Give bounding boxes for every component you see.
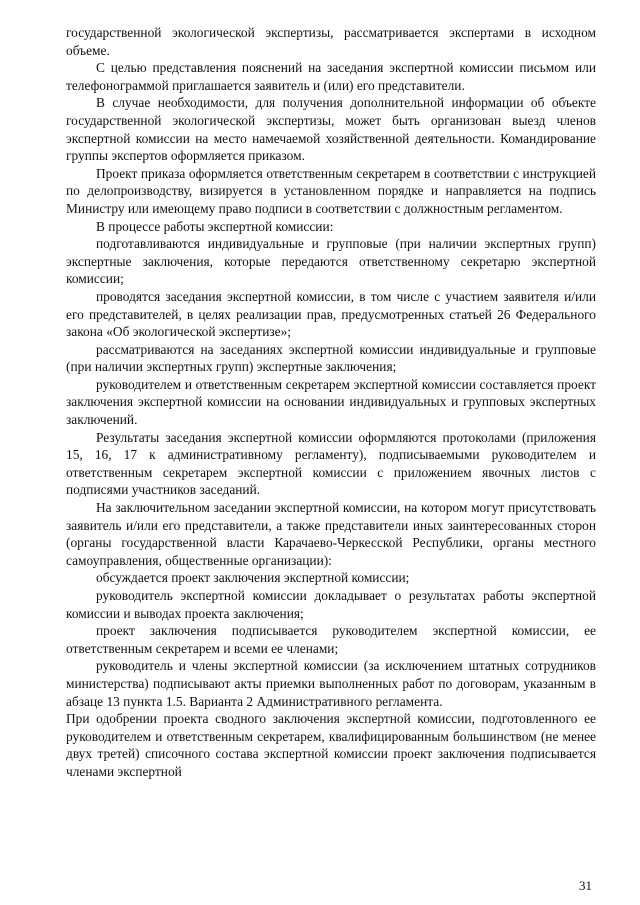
paragraph-8: рассматриваются на заседаниях экспертной комиссии индивидуальные и групповые (при наличии экспертных групп) экспертные заключения; [66,341,596,375]
document-page [66,24,596,781]
paragraph-13: руководитель экспертной комиссии докладывает о результатах работы экспертной комиссии и выводах проекта заключения; [66,588,596,621]
paragraph-9: руководителем и ответственным секретарем экспертной комиссии составляется проект заключения экспертной комиссии на основании индивидуальных и групповых экспертных заключений. [66,376,596,428]
paragraph-14: проект заключения подписывается руководителем экспертной комиссии, ее ответственным секретарем и всеми ее членами; [66,623,596,656]
paragraph-5: В процессе работы экспертной комиссии: [96,218,334,234]
paragraph-2: С целью представления пояснений на заседания экспертной комиссии письмом или телефонограммой приглашается заявитель и (или) его представители. [66,60,596,93]
paragraph-6: подготавливаются индивидуальные и групповые (при наличии экспертных групп) экспертные заключения, которые передаются ответственному секретарю экспертной комиссии; [66,236,596,287]
paragraph-11: На заключительном заседании экспертной комиссии, на котором могут присутствовать заявитель и/или его представители, а также представители иных заинтересованных сторон (органы государственной власти Карачаево-Черкесской Республики, органы местного самоуправления, общественные организации): [66,500,596,568]
paragraph-7: проводятся заседания экспертной комиссии, в том числе с участием заявителя и/или его представителей, в целях реализации прав, предусмотренных статьей 26 Федерального закона «Об экологической экспертизе»; [66,288,596,340]
paragraph-1: государственной экологической экспертизы, рассматривается экспертами в исходном объеме. [66,25,596,58]
paragraph-16: При одобрении проекта сводного заключения экспертной комиссии, подготовленного ее руководителем и ответственным секретарем, квалифицированным большинством (не менее двух третей) списочного состава экспертной комиссии проект заключения подписывается членами экспертной [66,711,596,779]
paragraph-15: руководитель и члены экспертной комиссии (за исключением штатных сотрудников министерства) подписывают акты приемки выполненных работ по договорам, указанным в абзаце 13 пункта 1.5. Варианта 2 Административного регламента. [66,658,596,709]
page-number: 31 [579,878,592,893]
paragraph-4: Проект приказа оформляется ответственным секретарем в соответствии с инструкцией по делопроизводству, визируется в установленном порядке и направляется на подпись Министру или имеющему право подписи в соответствии с должностным регламентом. [66,165,596,216]
paragraph-10: Результаты заседания экспертной комиссии оформляются протоколами (приложения 15, 16, 17 к административному регламенту), подписываемыми руководителем и ответственным секретарем экспертной комиссии с приложением явочных листов с подписями участников заседаний. [66,429,596,498]
paragraph-3: В случае необходимости, для получения дополнительной информации об объекте государственной экологической экспертизы, может быть организован выезд членов экспертной комиссии на место намечаемой хозяйственной деятельности. Командирование группы экспертов оформляется приказом. [66,95,596,164]
paragraph-12: обсуждается проект заключения экспертной комиссии; [96,570,410,586]
